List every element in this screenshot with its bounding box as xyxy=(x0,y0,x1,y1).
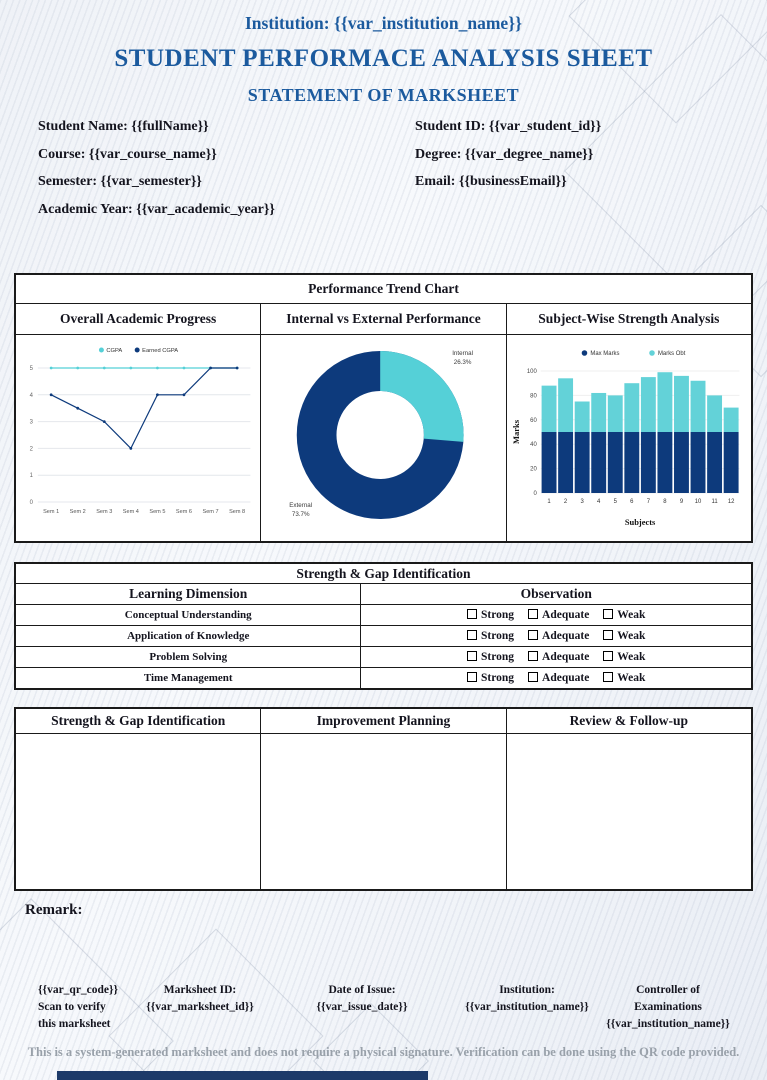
empty-checkbox-icon[interactable] xyxy=(603,672,613,682)
footer-line: Institution: xyxy=(499,984,555,996)
page-title: STUDENT PERFORMACE ANALYSIS SHEET xyxy=(114,45,653,72)
svg-text:11: 11 xyxy=(711,498,718,506)
footer-line: {{var_marksheet_id}} xyxy=(146,1001,254,1013)
svg-text:3: 3 xyxy=(580,498,584,506)
trend-column-header: Overall Academic Progress xyxy=(60,311,217,326)
empty-checkbox-icon[interactable] xyxy=(528,672,538,682)
svg-text:Subjects: Subjects xyxy=(624,516,655,528)
svg-text:20: 20 xyxy=(529,466,537,473)
observation-option xyxy=(467,672,514,684)
strength-row xyxy=(16,667,751,688)
planning-column-header: Improvement Planning xyxy=(260,709,505,733)
svg-text:10: 10 xyxy=(694,498,701,506)
observation-option xyxy=(528,609,589,621)
strength-rows xyxy=(16,605,751,688)
svg-text:Sem 6: Sem 6 xyxy=(175,508,193,516)
option-label: Weak xyxy=(617,672,646,684)
strength-row xyxy=(16,605,751,625)
line-chart xyxy=(16,335,260,541)
student-info-line: Course: {{var_course_name}} xyxy=(38,146,217,162)
svg-text:Earned CGPA: Earned CGPA xyxy=(142,347,179,355)
observation-option xyxy=(467,630,514,642)
observation-option xyxy=(467,651,514,663)
planning-body-row xyxy=(16,734,751,889)
svg-text:5: 5 xyxy=(613,498,617,506)
planning-column-headers xyxy=(16,709,751,734)
learning-dimension-label: Conceptual Understanding xyxy=(16,605,361,625)
footer-col-issue-date xyxy=(317,982,408,1016)
donut-chart xyxy=(261,335,505,541)
observation-option xyxy=(528,630,589,642)
planning-column-header: Strength & Gap Identification xyxy=(51,713,226,728)
svg-text:60: 60 xyxy=(529,417,537,424)
remark-label: Remark: xyxy=(25,902,83,918)
svg-text:4: 4 xyxy=(29,392,33,399)
svg-text:4: 4 xyxy=(596,498,601,506)
footer-line: {{var_institution_name}} xyxy=(606,1018,730,1030)
empty-checkbox-icon[interactable] xyxy=(603,630,613,640)
institution-heading: Institution: {{var_institution_name}} xyxy=(245,13,522,33)
observation-option xyxy=(603,651,645,663)
svg-text:2: 2 xyxy=(563,498,567,506)
empty-checkbox-icon[interactable] xyxy=(467,630,477,640)
svg-text:9: 9 xyxy=(679,498,683,506)
svg-text:40: 40 xyxy=(529,442,537,449)
svg-text:5: 5 xyxy=(29,365,33,373)
footer-line: {{var_issue_date}} xyxy=(316,1001,408,1013)
learning-dimension-header: Learning Dimension xyxy=(16,584,361,604)
svg-text:73.7%: 73.7% xyxy=(292,510,310,519)
svg-text:Sem 1: Sem 1 xyxy=(43,508,60,516)
svg-text:80: 80 xyxy=(529,393,537,400)
svg-text:1: 1 xyxy=(29,473,33,480)
observation-options xyxy=(361,668,751,688)
option-label: Adequate xyxy=(542,630,590,642)
planning-column-header: Review & Follow-up xyxy=(506,709,751,733)
student-info-line: Email: {{businessEmail}} xyxy=(415,174,567,189)
footer-line: Date of Issue: xyxy=(328,984,396,996)
empty-checkbox-icon[interactable] xyxy=(603,609,613,619)
empty-checkbox-icon[interactable] xyxy=(467,651,477,661)
learning-dimension-label: Time Management xyxy=(16,668,361,688)
option-label: Weak xyxy=(617,630,646,642)
option-label: Strong xyxy=(480,609,515,621)
svg-text:Sem 2: Sem 2 xyxy=(69,508,86,516)
observation-option xyxy=(528,672,589,684)
svg-text:12: 12 xyxy=(727,498,735,506)
observation-option xyxy=(603,630,645,642)
observation-options xyxy=(361,626,751,646)
svg-text:Sem 3: Sem 3 xyxy=(96,508,113,516)
empty-checkbox-icon[interactable] xyxy=(528,630,538,640)
observation-header: Observation xyxy=(520,586,592,601)
option-label: Strong xyxy=(480,630,515,642)
footer-line: Controller of Examinations xyxy=(634,984,702,1013)
empty-checkbox-icon[interactable] xyxy=(528,651,538,661)
strength-gap-section xyxy=(14,562,753,690)
svg-text:Internal: Internal xyxy=(452,349,474,358)
footer-line: Scan to verify xyxy=(38,1001,106,1013)
empty-checkbox-icon[interactable] xyxy=(528,609,538,619)
option-label: Adequate xyxy=(542,672,590,684)
planning-cell-empty xyxy=(16,734,260,889)
svg-text:0: 0 xyxy=(29,499,33,507)
student-info-right xyxy=(415,113,601,196)
svg-text:6: 6 xyxy=(629,498,634,506)
performance-trend-section xyxy=(14,273,753,543)
svg-text:0: 0 xyxy=(533,490,537,498)
svg-text:3: 3 xyxy=(29,419,33,426)
observation-option xyxy=(467,609,514,621)
student-info-line: Student Name: {{fullName}} xyxy=(38,119,209,134)
svg-text:2: 2 xyxy=(29,446,33,453)
svg-text:1: 1 xyxy=(547,498,551,506)
svg-text:External: External xyxy=(289,501,313,510)
strength-header-row xyxy=(16,584,751,605)
planning-cell-empty xyxy=(260,734,505,889)
observation-options xyxy=(361,647,751,667)
observation-options xyxy=(361,605,751,625)
svg-text:Sem 7: Sem 7 xyxy=(202,508,219,516)
planning-cell-empty xyxy=(506,734,751,889)
line-chart-cell xyxy=(16,335,260,541)
option-label: Adequate xyxy=(542,651,590,663)
student-info-left xyxy=(38,113,275,223)
observation-option xyxy=(603,609,645,621)
learning-dimension-label: Application of Knowledge xyxy=(16,626,361,646)
footer-line: Marksheet ID: xyxy=(163,984,237,996)
bar-chart-cell xyxy=(506,335,751,541)
student-info-line: Academic Year: {{var_academic_year}} xyxy=(38,201,275,217)
strength-row xyxy=(16,646,751,667)
empty-checkbox-icon[interactable] xyxy=(467,609,477,619)
svg-text:26.3%: 26.3% xyxy=(454,358,472,367)
footer-col-qr xyxy=(38,982,118,1033)
empty-checkbox-icon[interactable] xyxy=(603,651,613,661)
trend-section-title: Performance Trend Chart xyxy=(16,275,751,304)
observation-option xyxy=(528,651,589,663)
footer-col-controller xyxy=(606,982,730,1033)
trend-charts-row xyxy=(16,335,751,541)
svg-text:Sem 4: Sem 4 xyxy=(122,508,139,516)
bar-chart xyxy=(507,335,751,541)
page-subtitle: STATEMENT OF MARKSHEET xyxy=(247,85,520,105)
option-label: Strong xyxy=(480,651,515,663)
option-label: Adequate xyxy=(542,609,590,621)
svg-text:Marks: Marks xyxy=(510,419,521,445)
footer-line: {{var_institution_name}} xyxy=(465,1001,589,1013)
student-info-line: Semester: {{var_semester}} xyxy=(38,174,202,189)
bottom-accent-bar xyxy=(57,1071,428,1080)
svg-text:8: 8 xyxy=(662,498,667,506)
student-info-line: Student ID: {{var_student_id}} xyxy=(415,119,602,134)
learning-dimension-label: Problem Solving xyxy=(16,647,361,667)
footer-col-marksheet-id xyxy=(146,982,254,1016)
donut-chart-cell xyxy=(260,335,505,541)
svg-text:Sem 8: Sem 8 xyxy=(229,508,246,516)
strength-row xyxy=(16,625,751,646)
planning-section xyxy=(14,707,753,891)
option-label: Weak xyxy=(617,609,646,621)
svg-text:Marks Obt: Marks Obt xyxy=(657,350,686,358)
trend-column-header: Internal vs External Performance xyxy=(260,304,505,334)
student-info-line: Degree: {{var_degree_name}} xyxy=(415,146,594,162)
svg-text:7: 7 xyxy=(646,498,650,506)
svg-text:Max Marks: Max Marks xyxy=(590,350,620,358)
strength-section-title: Strength & Gap Identification xyxy=(16,564,751,584)
footer-col-institution xyxy=(465,982,589,1016)
trend-column-headers xyxy=(16,304,751,335)
svg-text:CGPA: CGPA xyxy=(106,347,123,355)
footer-line: this marksheet xyxy=(38,1018,111,1030)
option-label: Weak xyxy=(617,651,646,663)
svg-text:Sem 5: Sem 5 xyxy=(149,508,166,516)
observation-option xyxy=(603,672,645,684)
disclaimer-text: This is a system-generated marksheet and does not require a physical signature. Verification can be done using the QR code provided. xyxy=(27,1045,740,1059)
trend-column-header: Subject-Wise Strength Analysis xyxy=(506,304,751,334)
option-label: Strong xyxy=(480,672,515,684)
footer-line: {{var_qr_code}} xyxy=(38,984,119,996)
empty-checkbox-icon[interactable] xyxy=(467,672,477,682)
svg-text:100: 100 xyxy=(526,368,537,376)
